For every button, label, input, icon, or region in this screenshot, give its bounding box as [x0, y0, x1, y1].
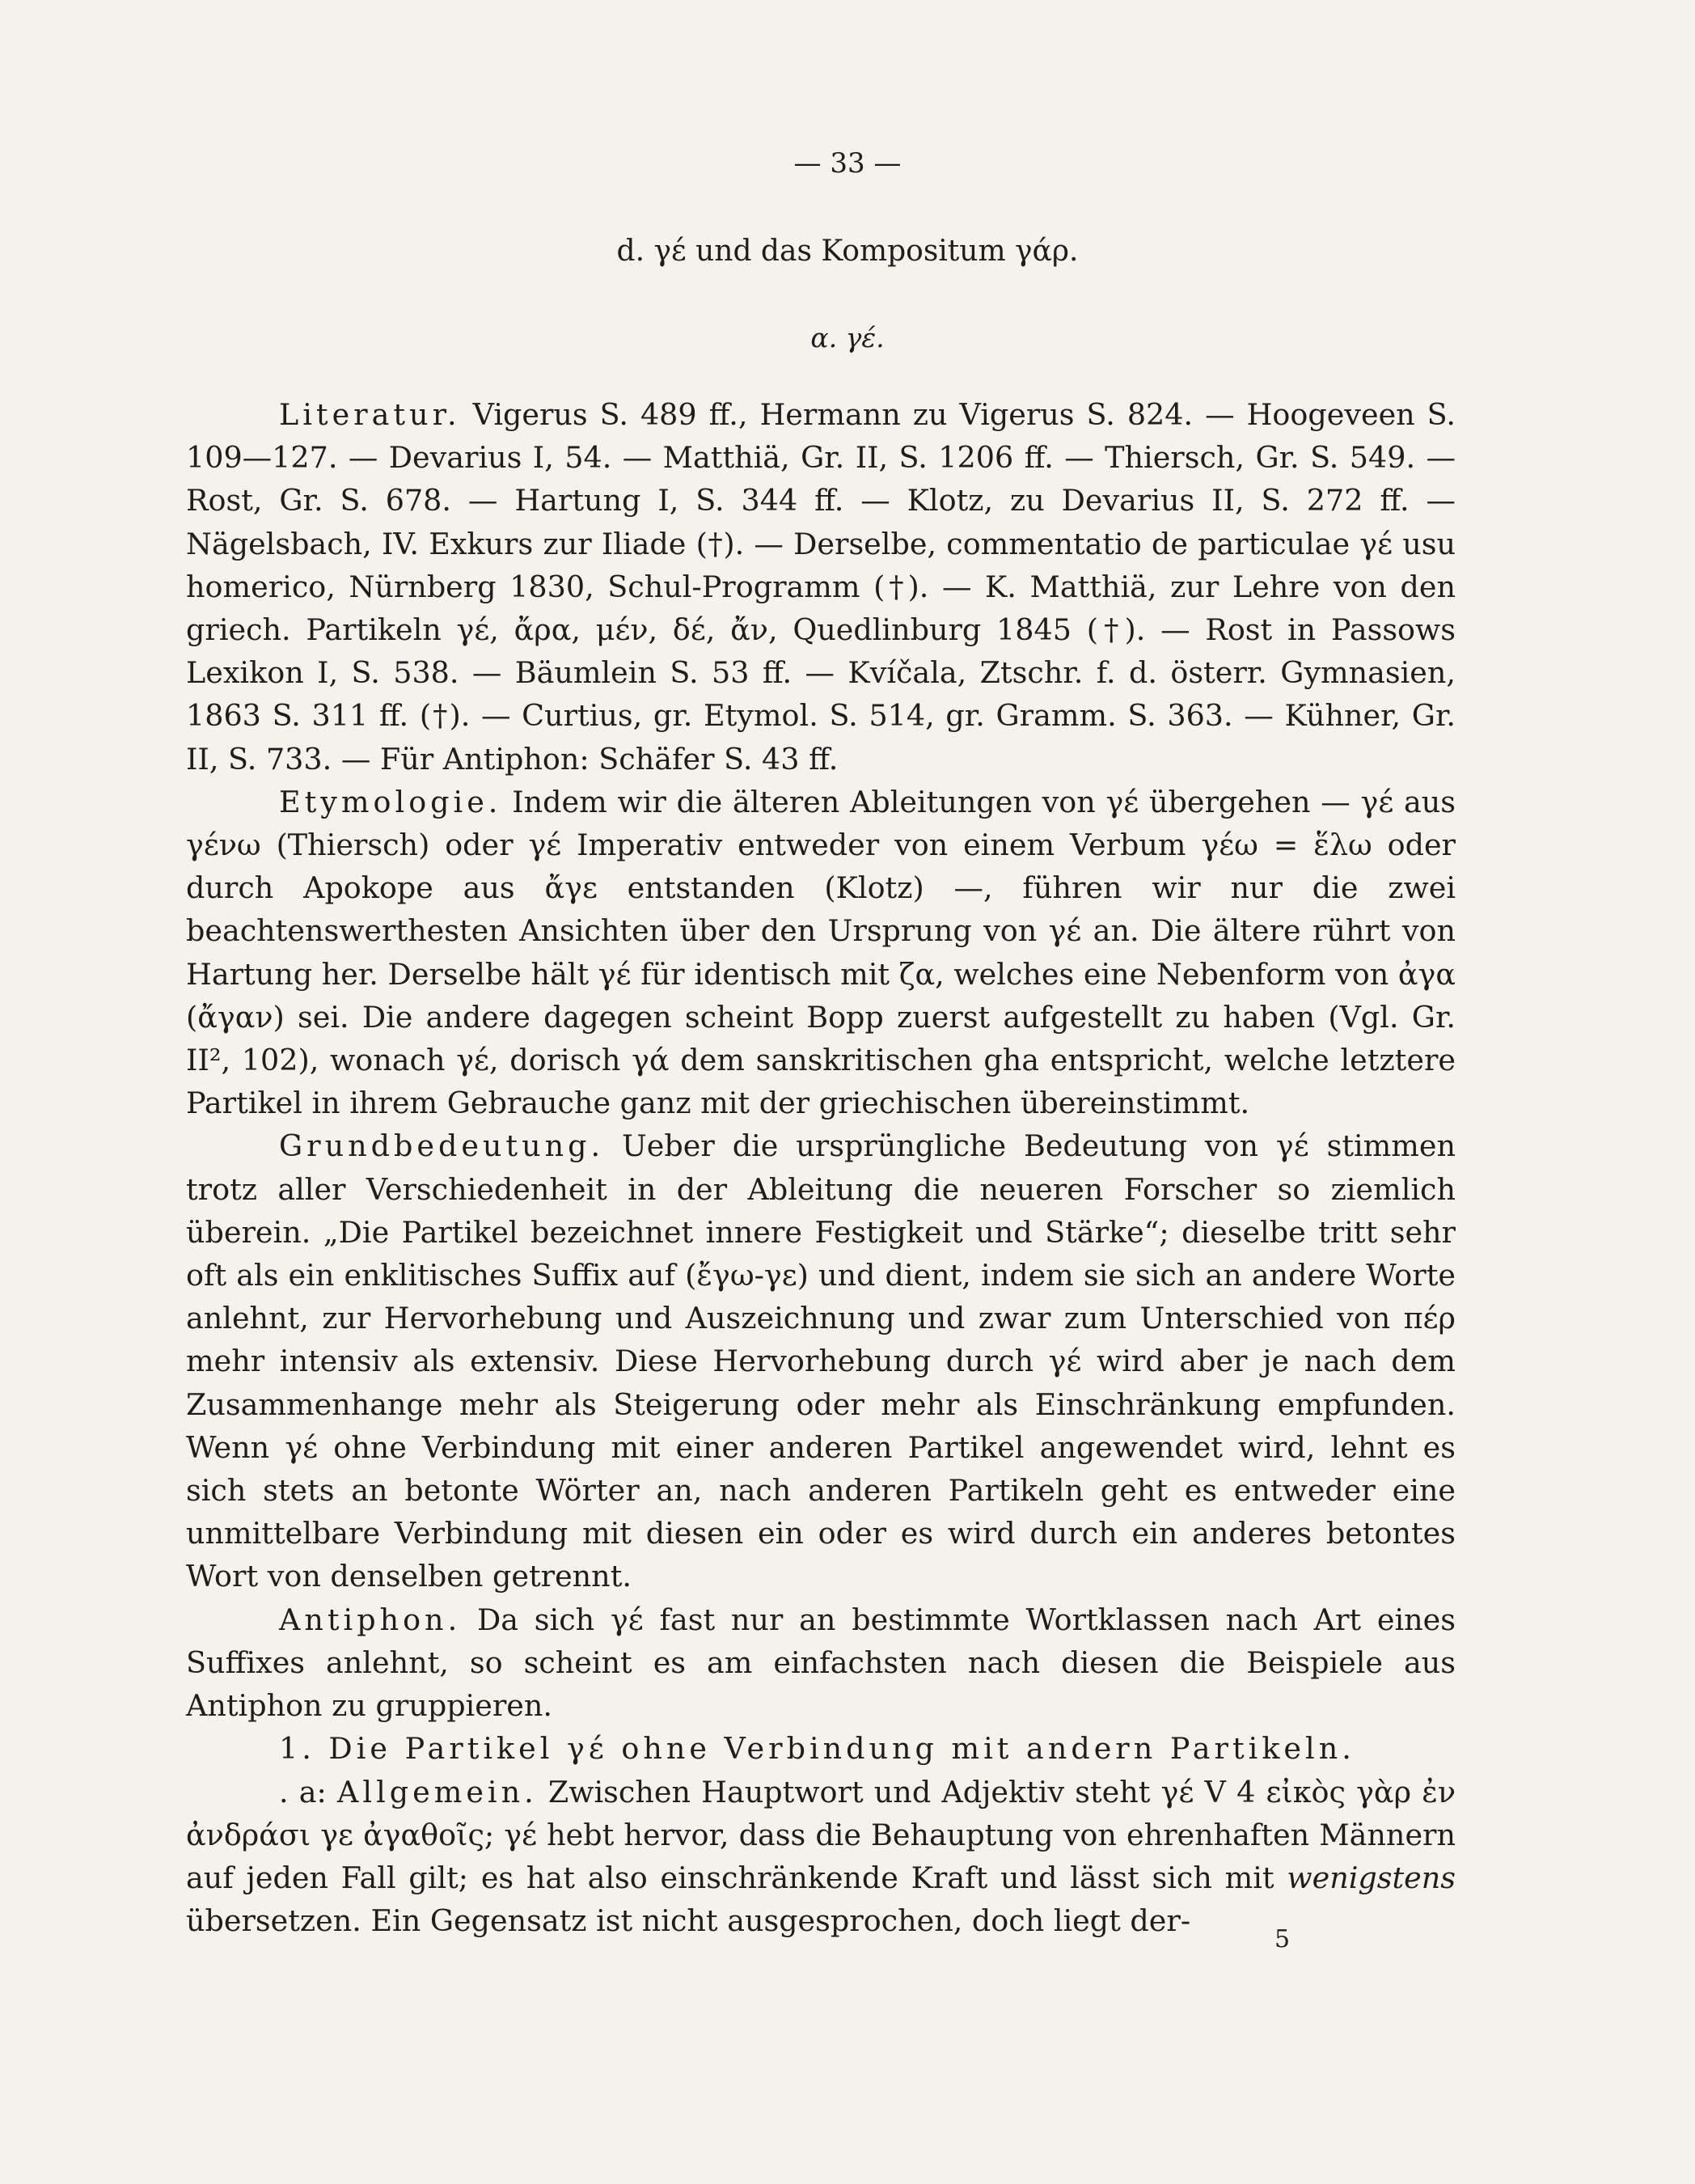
text-allgemein-after: übersetzen. Ein Gegensatz ist nicht ausgesprochen, doch liegt der- — [186, 1903, 1191, 1939]
paragraph-literatur — [186, 393, 1456, 781]
paragraph-antiphon — [186, 1598, 1456, 1728]
emphasis-wenigstens: wenigstens — [1287, 1860, 1456, 1895]
signature-mark: 5 — [1274, 1925, 1291, 1953]
section-1-title — [186, 1727, 1456, 1770]
paragraph-grundbedeutung — [186, 1124, 1456, 1598]
label-literatur: Literatur. — [279, 397, 461, 432]
paragraph-allgemein — [186, 1771, 1456, 1943]
label-allgemein: Allgemein. — [337, 1774, 538, 1809]
section-heading: d. γέ und das Kompositum γάρ. — [616, 235, 1079, 268]
page-number: — 33 — — [793, 147, 902, 180]
label-antiphon: Antiphon. — [279, 1602, 462, 1637]
text-literatur: Vigerus S. 489 ff., Hermann zu Vigerus S. 824. — Hoogeveen S. 109—127. — Devarius I, 54. — Matthiä, Gr. II, S. 1206 ff. — Thiersch, Gr. S. 549. — Rost, Gr. S. 678. — Hartung I, S. 344 ff. — Klotz, zu Devarius II, S. 272 ff. — Nägelsbach, IV. Exkurs zur Iliade (†). — Derselbe, commentatio de particulae γέ usu homerico, Nürnberg 1830, Schul-Programm (†). — K. Matthiä, zur Lehre von den griech. Partikeln γέ, ἄρα, μέν, δέ, ἄν, Quedlinburg 1845 (†). — Rost in Passows Lexikon I, S. 538. — Bäumlein S. 53 ff. — Kvíčala, Ztschr. f. d. österr. Gymnasien, 1863 S. 311 ff. (†). — Curtius, gr. Etymol. S. 514, gr. Gramm. S. 363. — Kühner, Gr. II, S. 733. — Für Antiphon: Schäfer S. 43 ff. — [186, 397, 1456, 777]
text-etymologie: Indem wir die älteren Ableitungen von γέ übergehen — γέ aus γένω (Thiersch) oder γέ Imperativ entweder von einem Verbum γέω = ἕλω oder durch Apokope aus ἄγε entstanden (Klotz) —, führen wir nur die zwei beachtenswerthesten Ansichten über den Ursprung von γέ an. Die ältere rührt von Hartung her. Derselbe hält γέ für identisch mit ζα, welches eine Nebenform von ἀγα (ἄγαν) sei. Die andere dagegen scheint Bopp zuerst aufgestellt zu haben (Vgl. Gr. II², 102), wonach γέ, dorisch γά dem sanskritischen gha entspricht, welche letztere Partikel in ihrem Gebrauche ganz mit der griechischen übereinstimmt. — [186, 784, 1456, 1121]
body-text — [186, 393, 1456, 1942]
text-allgemein-before: Zwischen Hauptwort und Adjektiv steht γέ V 4 εἰκὸς γὰρ ἐν ἀνδράσι γε ἀγαθοῖς; γέ hebt hervor, dass die Behauptung von ehrenhaften Männern auf jeden Fall gilt; es hat also einschränkende Kraft und lässt sich mit — [186, 1774, 1456, 1895]
label-grundbedeutung: Grundbedeutung. — [279, 1128, 605, 1164]
prefix-allgemein: . a: — [279, 1774, 327, 1809]
text-antiphon: Da sich γέ fast nur an bestimmte Wortklassen nach Art eines Suffixes anlehnt, so scheint es am einfachsten nach diesen die Beispiele aus Antiphon zu gruppieren. — [186, 1602, 1456, 1724]
label-etymologie: Etymologie. — [279, 784, 502, 819]
subsection-heading: α. γέ. — [810, 322, 885, 353]
section-1-label: 1. Die Partikel γέ ohne Verbindung mit andern Partikeln. — [279, 1731, 1355, 1767]
text-grundbedeutung: Ueber die ursprüngliche Bedeutung von γέ stimmen trotz aller Verschiedenheit in der Ableitung die neueren Forscher so ziemlich überein. „Die Partikel bezeichnet innere Festigkeit und Stärke“; dieselbe tritt sehr oft als ein enklitisches Suffix auf (ἔγω-γε) und dient, indem sie sich an andere Worte anlehnt, zur Hervorhebung und Auszeichnung und zwar zum Unterschied von πέρ mehr intensiv als extensiv. Diese Hervorhebung durch γέ wird aber je nach dem Zusammenhange mehr als Steigerung oder mehr als Einschränkung empfunden. Wenn γέ ohne Verbindung mit einer anderen Partikel angewendet wird, lehnt es sich stets an betonte Wörter an, nach anderen Partikeln geht es entweder eine unmittelbare Verbindung mit diesen ein oder es wird durch ein anderes betontes Wort von denselben getrennt. — [186, 1128, 1456, 1594]
paragraph-etymologie — [186, 781, 1456, 1125]
